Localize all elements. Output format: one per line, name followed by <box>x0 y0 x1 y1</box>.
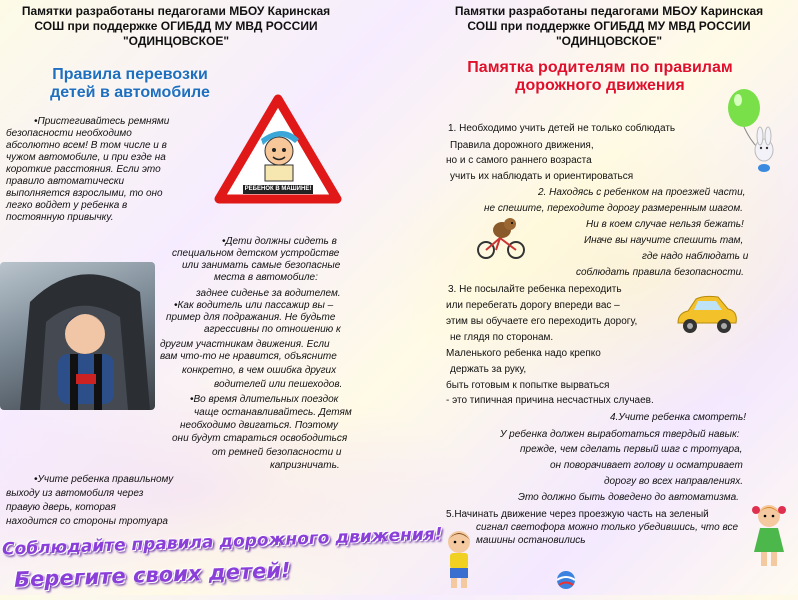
text-line: Маленького ребенка надо крепко <box>446 348 601 359</box>
text-line: короткие расстояния. Если это <box>6 164 161 175</box>
left-title-line: Правила перевозки <box>52 66 208 83</box>
child-car-seat-photo <box>0 262 155 410</box>
text-line: он поворачивает голову и осматривает <box>550 460 743 471</box>
bicycle-icon <box>476 216 528 260</box>
yellow-car-picture <box>674 293 740 337</box>
text-line: выходу из автомобиля через <box>6 488 144 499</box>
text-line: от ремней безопасности и <box>212 447 342 458</box>
text-line: легко войдет у ребенка в <box>6 200 128 211</box>
text-line: капризничать. <box>270 460 340 471</box>
child-in-car-sign <box>213 93 343 213</box>
warning-triangle-icon <box>213 93 343 213</box>
car-seat-illustration <box>0 262 155 410</box>
text-line: где надо наблюдать и <box>642 251 749 262</box>
car-icon <box>674 293 740 337</box>
text-line: быть готовым к попытке вырваться <box>446 380 610 391</box>
text-line: специальном детском устройстве <box>172 248 340 259</box>
text-line: •Как водитель или пассажир вы – <box>174 300 334 311</box>
text-line: 3. Не посылайте ребенка переходить <box>448 284 622 295</box>
text-line: но и с самого раннего возраста <box>446 155 592 166</box>
text-line: чаще останавливайтесь. Детям <box>194 407 352 418</box>
text-line: •Учите ребенка правильному <box>34 474 174 485</box>
text-line: прежде, чем сделать первый шаг с тротуара, <box>520 444 743 455</box>
text-line: У ребенка должен выработаться твердый навык: <box>500 429 740 440</box>
text-line: пример для подражания. Не будьте <box>166 312 336 323</box>
credits-left <box>6 4 346 49</box>
ball-picture <box>556 570 576 590</box>
text-line: они будут стараться освободиться <box>172 433 348 444</box>
credits-line: "ОДИНЦОВСКОЕ" <box>122 34 230 48</box>
right-title-line: дорожного движения <box>515 77 685 94</box>
text-line: не спешите, переходите дорогу размеренным шагом. <box>484 203 743 214</box>
text-line: другим участникам движения. Если <box>160 339 330 350</box>
text-line: 5.Начинать движение через проезжую часть на зеленый <box>446 509 709 520</box>
left-title-line: детей в автомобиле <box>50 84 210 101</box>
text-line: постоянную привычку. <box>6 212 114 223</box>
credits-right <box>424 4 794 49</box>
boy-icon <box>442 528 476 590</box>
bear-bicycle-picture <box>476 216 528 260</box>
text-line: места в автомобиле: <box>214 272 318 283</box>
credits-line: СОШ при поддержке ОГИБДД МУ МВД РОССИИ <box>34 19 318 33</box>
text-line: правую дверь, которая <box>6 502 116 513</box>
balloon-icon <box>724 88 780 174</box>
sign-caption: РЕБЕНОК В МАШИНЕ! <box>244 186 312 192</box>
text-line: •Дети должны сидеть в <box>222 236 337 247</box>
text-line: •Пристегивайтесь ремнями <box>34 116 170 127</box>
text-line: сигнал светофора можно только убедившись, что все <box>476 522 739 533</box>
text-line: заднее сиденье за водителем. <box>196 288 341 299</box>
text-line: дорогу во всех направлениях. <box>604 476 744 487</box>
text-line: агрессивны по отношению к <box>204 324 341 335</box>
slogan-traffic-rules: Соблюдайте правила дорожного движения! <box>1 524 443 560</box>
text-line: Правила дорожного движения, <box>450 140 594 151</box>
text-line: чужом автомобиле, и при езде на <box>6 152 166 163</box>
text-line: Ни в коем случае нельзя бежать! <box>586 219 744 230</box>
text-line: •Во время длительных поездок <box>190 394 339 405</box>
text-line: 2. Находясь с ребенком на проезжей части, <box>538 187 746 198</box>
text-line: Иначе вы научите спешить там, <box>584 235 744 246</box>
text-line: или занимать самые безопасные <box>182 260 341 271</box>
text-line: держать за руку, <box>450 364 527 375</box>
text-line: вам что-то не нравится, объясните <box>160 351 337 362</box>
text-line: выполняется взрослыми, то оно <box>6 188 163 199</box>
text-line: 4.Учите ребенка смотреть! <box>610 412 747 423</box>
right-title-line: Памятка родителям по правилам <box>467 59 733 76</box>
credits-line: СОШ при поддержке ОГИБДД МУ МВД РОССИИ <box>467 19 751 33</box>
text-line: правило автоматически <box>6 176 125 187</box>
credits-line: Памятки разработаны педагогами МБОУ Каринская <box>21 4 331 18</box>
text-line: учить их наблюдать и ориентироваться <box>450 171 634 182</box>
girl-picture <box>750 500 788 572</box>
slogan-protect-children: Берегите своих детей! <box>13 558 291 592</box>
text-line: не глядя по сторонам. <box>450 332 554 343</box>
text-line: водителей или пешеходов. <box>214 379 343 390</box>
boy-picture <box>442 528 476 590</box>
text-line: находится со стороны тротуара <box>6 516 168 527</box>
text-line: или перебегать дорогу впереди вас – <box>446 300 620 311</box>
ball-icon <box>556 570 576 590</box>
text-line: соблюдать правила безопасности. <box>576 267 744 278</box>
girl-icon <box>750 500 788 572</box>
left-title <box>40 66 220 102</box>
text-line: - это типичная причина несчастных случаев. <box>446 395 654 406</box>
credits-line: Памятки разработаны педагогами МБОУ Каринская <box>454 4 764 18</box>
right-title <box>450 59 750 95</box>
text-line: абсолютно всем! В том числе и в <box>6 140 167 151</box>
text-line: необходимо двигаться. Поэтому <box>180 420 338 431</box>
text-line: Это должно быть доведено до автоматизма. <box>518 492 739 503</box>
text-line: этим вы обучаете его переходить дорогу, <box>446 316 638 327</box>
credits-line: "ОДИНЦОВСКОЕ" <box>555 34 663 48</box>
text-line: безопасности необходимо <box>6 128 132 139</box>
text-line: 1. Необходимо учить детей не только соблюдать <box>448 123 676 134</box>
text-line: машины остановились <box>476 535 586 546</box>
balloon-bunny-picture <box>724 88 780 174</box>
text-line: конкретно, в чем ошибка других <box>182 365 337 376</box>
